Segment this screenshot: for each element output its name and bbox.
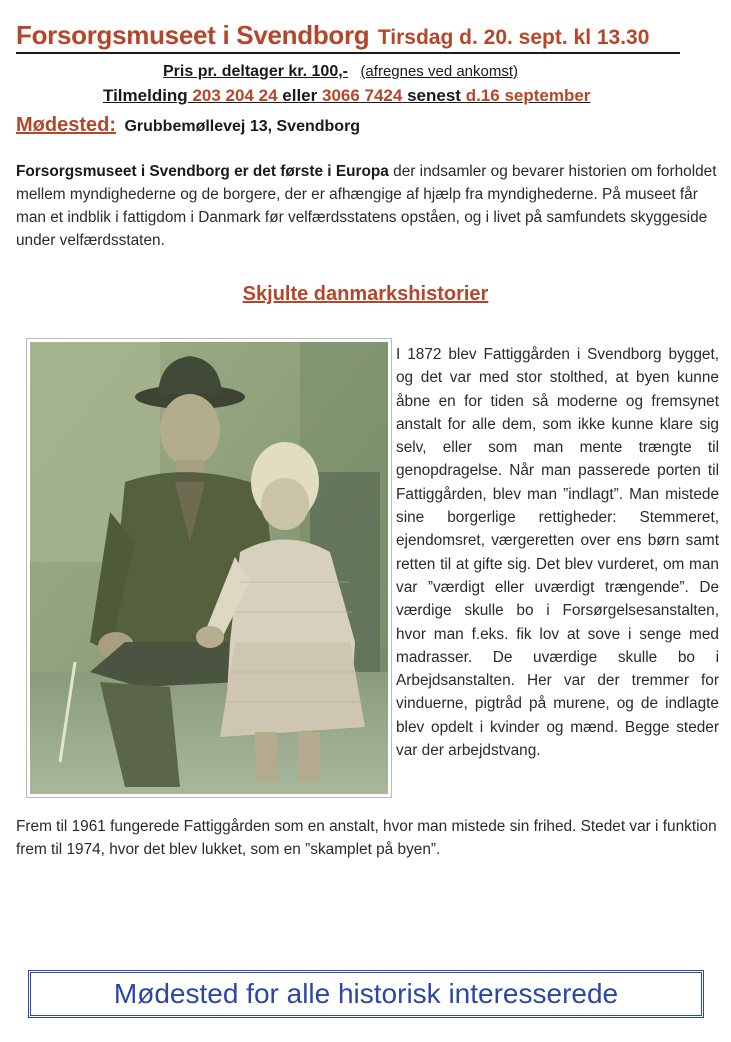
signup-phone-1: 203 204 24 — [192, 86, 278, 105]
bottom-banner — [28, 970, 704, 1018]
price-note: (afregnes ved ankomst) — [360, 63, 519, 80]
section-heading: Skjulte danmarkshistorier — [242, 283, 489, 305]
meeting-address: Grubbemøllevej 13, Svendborg — [124, 118, 361, 135]
section-body: I 1872 blev Fattiggården i Svendborg bygget, og det var med stor stolthed, at byen kunne åbne en for tiden så moderne og fremsynet anstalt for alle dem, som ikke kunne klare sig selv, eller som man mente trængte til genopdragelse. Når man passerede porten til Fattiggården, blev man ”indlagt”. Man mistede sine borgerlige rettigheder: Stemmeret, ejendomsret, værgeretten over ens børn samt retten til at gifte sig. Det blev vurderet, om man var ”værdigt eller uværdigt trængende”. De værdige skulle bo i Forsørgelsesanstalten, hvor man f.eks. fik lov at sove i senge med madrasser. De uværdige skulle bo i Arbejdsanstalten. Her var der tremmer for vinduerne, pigtråd på murene, og de indlagte blev opdelt i kvinder og mænd. Begge steder var der arbejdstvang. — [396, 346, 719, 760]
signup-label: Tilmelding — [103, 86, 188, 105]
signup-deadline-label: senest — [407, 86, 461, 105]
event-date: Tirsdag d. 20. sept. kl 13.30 — [377, 26, 650, 49]
price-row — [163, 63, 518, 81]
signup-deadline: d.16 september — [465, 86, 591, 105]
section-footer: Frem til 1961 fungerede Fattiggården som en anstalt, hvor man mistede sin frihed. Stedet var i funktion frem til 1974, hvor det blev lukket, som en ”skamplet på byen”. — [16, 818, 717, 858]
header — [16, 20, 686, 54]
intro-text: der indsamler og bevarer historien om forholdet mellem myndighederne og de borgere, der er afhængige af hjælp fra myndighederne. På museet får man et indblik i fattigdom i Danmark før velfærdsstatens opståen, og i livet på samfundets skyggeside under velfærdsstaten. — [16, 163, 717, 249]
title-row — [16, 20, 680, 54]
banner-text: Mødested for alle historisk interesserede — [113, 978, 619, 1009]
price-label: Pris pr. deltager kr. 100,- — [163, 63, 348, 80]
intro-paragraph — [16, 160, 718, 252]
meeting-label: Mødested: — [16, 114, 116, 136]
signup-row — [103, 86, 590, 106]
historic-photo — [26, 338, 392, 798]
signup-or: eller — [282, 86, 318, 105]
intro-lead: Forsorgsmuseet i Svendborg er det første i Europa — [16, 163, 389, 180]
photo-illustration — [30, 342, 388, 794]
museum-title: Forsorgsmuseet i Svendborg — [16, 20, 370, 50]
signup-phone-2: 3066 7424 — [321, 86, 403, 105]
meeting-row — [16, 114, 360, 137]
